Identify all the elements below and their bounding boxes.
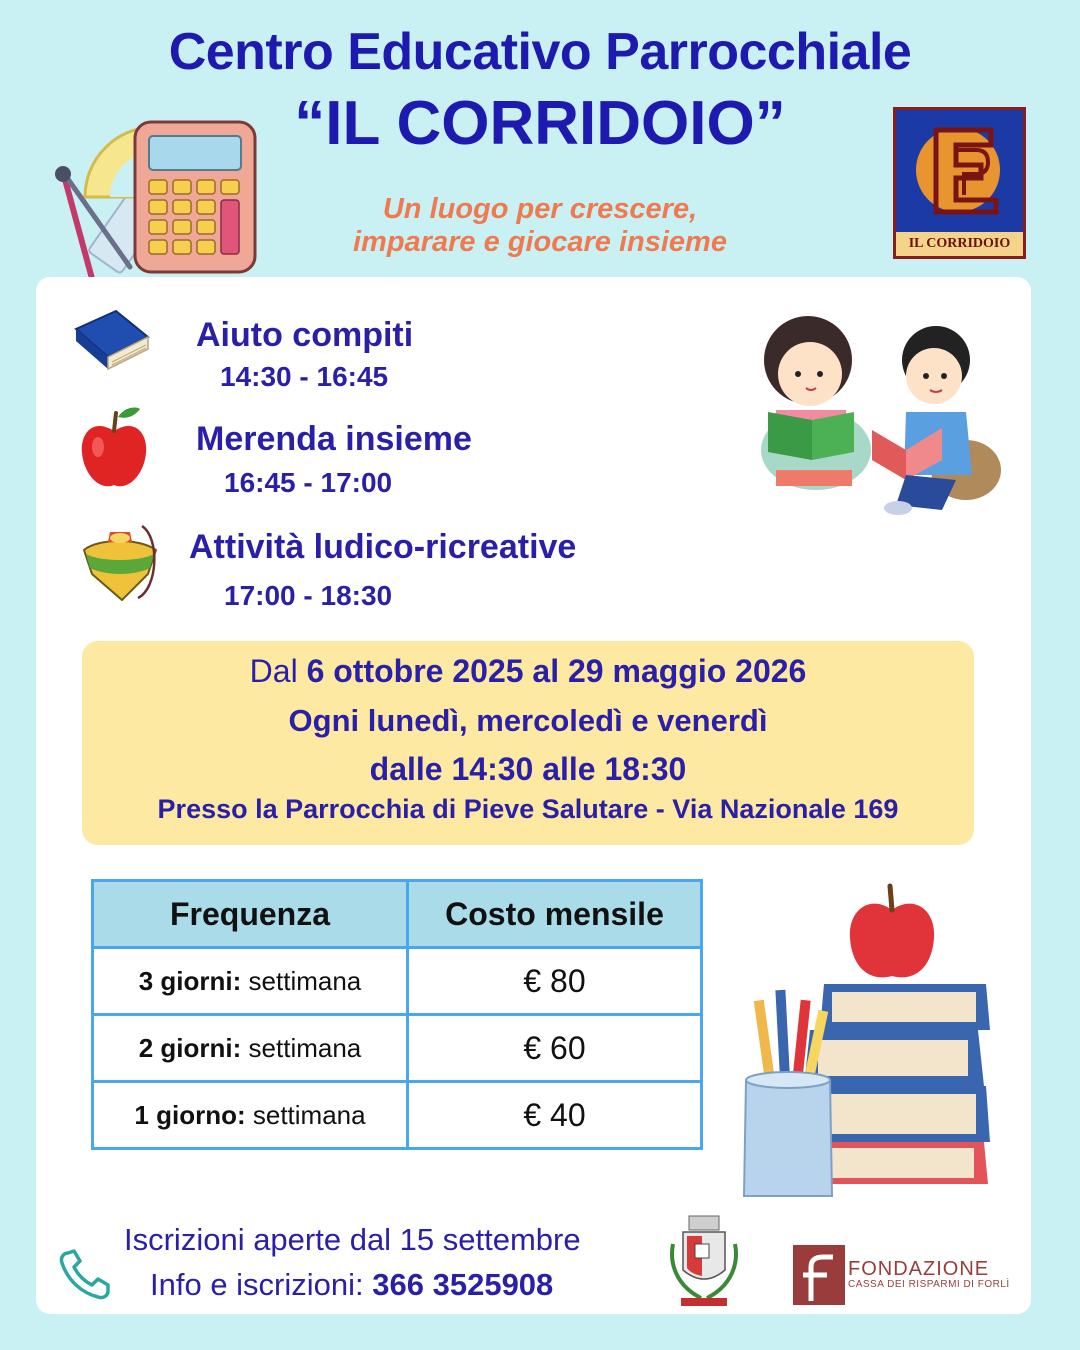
logo-emblem [896, 110, 1023, 232]
column-header-frequency: Frequenza [93, 881, 408, 948]
column-header-cost: Costo mensile [408, 881, 702, 948]
books-apple-illustration [740, 880, 995, 1202]
table-row [93, 1015, 702, 1082]
phone-icon [58, 1247, 116, 1301]
page-title: Centro Educativo Parrocchiale [168, 23, 912, 81]
days-line: Ogni lunedì, mercoledì e venerdì [288, 703, 768, 738]
cost-cell: € 60 [408, 1015, 702, 1082]
sponsor-name: FONDAZIONE [848, 1258, 990, 1280]
frequency-unit: settimana [252, 1099, 366, 1130]
children-reading-illustration [756, 300, 1002, 522]
page-subtitle: “IL CORRIDOIO” [294, 89, 786, 158]
frequency-unit: settimana [248, 1032, 362, 1063]
period-line [82, 653, 974, 690]
tagline [300, 193, 780, 259]
activity-title: Attività ludico-ricreative [189, 528, 577, 566]
enrollment-text: Iscrizioni aperte dal 15 settembre [124, 1222, 581, 1257]
period-dates: 6 ottobre 2025 al 29 maggio 2026 [306, 653, 807, 689]
book-icon [70, 307, 152, 371]
corridoio-logo [893, 107, 1026, 259]
table-row [93, 1082, 702, 1149]
contact-label: Info e iscrizioni: [150, 1267, 364, 1302]
contact-line [150, 1267, 553, 1303]
frequency-unit: settimana [248, 965, 362, 996]
frequency-days: 1 giorno: [134, 1099, 246, 1130]
cost-cell: € 80 [408, 948, 702, 1015]
activity-time: 17:00 - 18:30 [224, 580, 393, 611]
schedule-info-box [82, 641, 974, 845]
municipal-crest-icon [665, 1214, 743, 1308]
pricing-table [91, 879, 703, 1150]
activity-title: Aiuto compiti [196, 316, 414, 354]
frequency-days: 3 giorni: [138, 965, 242, 996]
apple-icon [78, 403, 150, 491]
stationery-illustration [35, 72, 265, 302]
frequency-cell [93, 1015, 408, 1082]
frequency-days: 2 giorni: [138, 1032, 242, 1063]
spinning-top-icon [78, 518, 162, 604]
tagline-line-1: Un luogo per crescere, [382, 193, 698, 225]
sponsor-subtitle: CASSA DEI RISPARMI DI FORLÌ [848, 1279, 1010, 1290]
logo-caption: IL CORRIDOIO [896, 232, 1023, 256]
fondazione-logo-icon [793, 1245, 845, 1305]
hours-line: dalle 14:30 alle 18:30 [369, 751, 687, 787]
tagline-line-2: imparare e giocare insieme [353, 226, 727, 258]
location-line: Presso la Parrocchia di Pieve Salutare - Via Nazionale 169 [157, 794, 899, 824]
phone-number[interactable]: 366 3525908 [372, 1267, 554, 1302]
period-prefix: Dal [249, 653, 298, 689]
activity-time: 16:45 - 17:00 [224, 467, 393, 498]
frequency-cell [93, 1082, 408, 1149]
activity-time: 14:30 - 16:45 [220, 361, 389, 392]
frequency-cell [93, 948, 408, 1015]
table-row [93, 948, 702, 1015]
table-header-row [93, 881, 702, 948]
activity-title: Merenda insieme [196, 420, 472, 458]
cost-cell: € 40 [408, 1082, 702, 1149]
